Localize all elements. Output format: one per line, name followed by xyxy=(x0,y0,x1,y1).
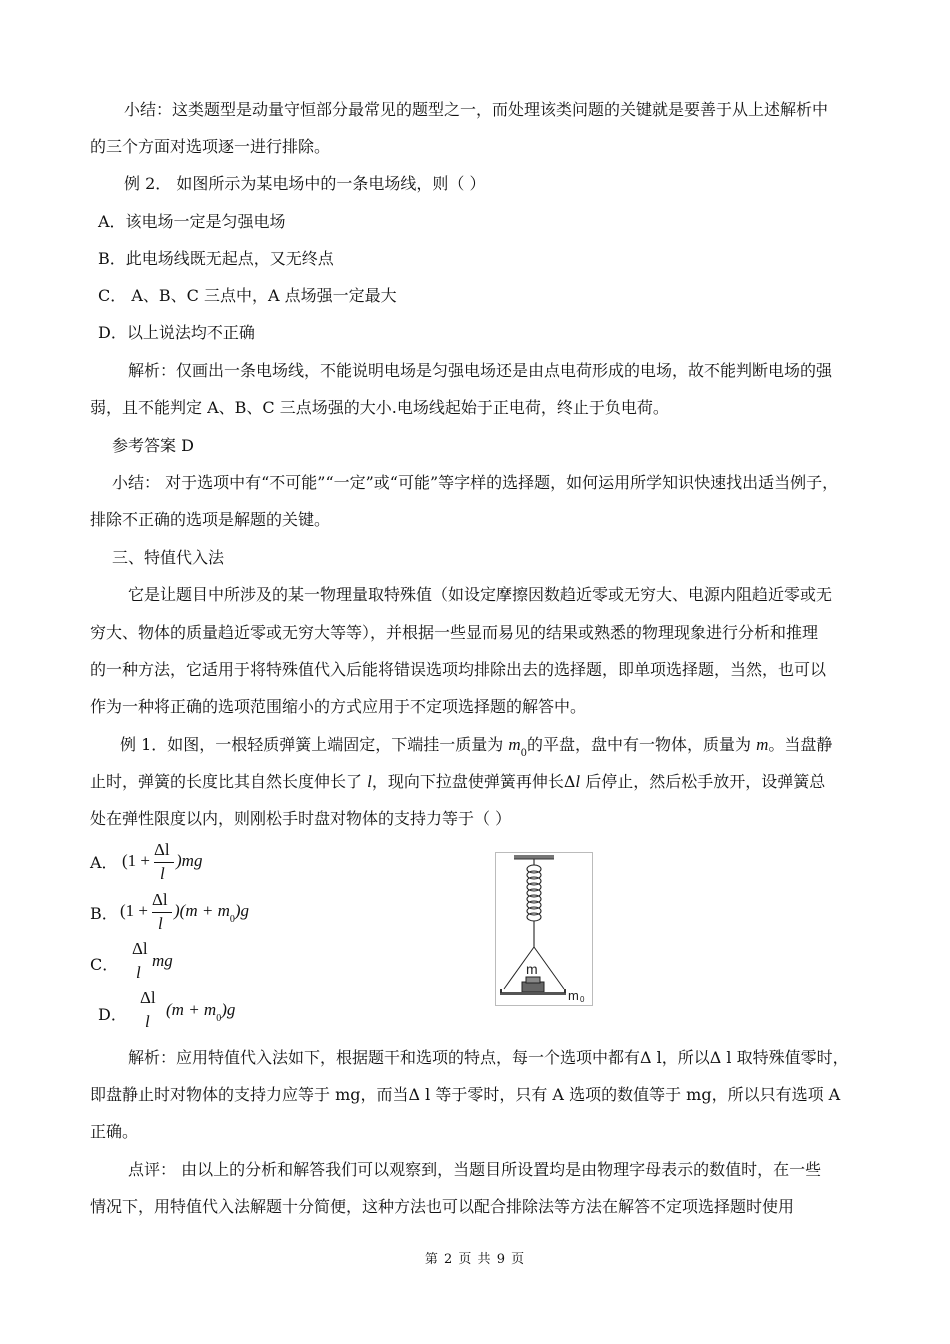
example1-line2-text-b: ，现向下拉盘使弹簧再伸长Δ xyxy=(371,772,576,791)
option-a-fraction-bar xyxy=(154,862,174,863)
option-c-formula xyxy=(132,939,212,985)
option-a-open: (1 + xyxy=(122,851,150,870)
option-c-label: C． xyxy=(90,955,119,974)
option-a-tail: )mg xyxy=(176,851,203,870)
example2-analysis-line1: 解析：仅画出一条电场线，不能说明电场是匀强电场还是由点电荷形成的电场，故不能判断电场的强 xyxy=(128,361,833,380)
example1-line2-l: l xyxy=(367,772,372,791)
example2-option-a: A．该电场一定是匀强电场 xyxy=(98,212,286,231)
method-line1: 它是让题目中所涉及的某一物理量取特殊值（如设定摩擦因数趋近零或无穷大、电源内阻趋近零或无 xyxy=(128,585,833,604)
comment-line1: 点评： 由以上的分析和解答我们可以观察到，当题目所设置均是由物理字母表示的数值时，在一些 xyxy=(128,1160,822,1179)
option-d-label: D． xyxy=(98,1005,127,1024)
option-b-label: B． xyxy=(90,904,118,923)
option-c-numerator: Δl xyxy=(132,939,148,958)
example1-line2-text-c: 后停止，然后松手放开，设弹簧总 xyxy=(580,772,826,791)
option-c-denominator: l xyxy=(136,963,141,982)
option-b-subscript: 0 xyxy=(229,914,235,925)
option-b-numerator: Δl xyxy=(152,890,168,909)
option-b-tail-end: )g xyxy=(234,901,250,920)
example1-line3: 处在弹性限度以内，则刚松手时盘对物体的支持力等于（ ） xyxy=(90,809,512,828)
option-d-tail xyxy=(166,1000,236,1024)
summary1-line2: 的三个方面对选项逐一进行排除。 xyxy=(90,137,331,156)
option-d-tail-end: )g xyxy=(221,1000,236,1019)
option-a-denominator: l xyxy=(160,864,165,883)
example1-line1-text-a: 例 1．如图，一根轻质弹簧上端固定，下端挂一质量为 xyxy=(120,735,509,754)
example2-option-d: D．以上说法均不正确 xyxy=(98,323,255,342)
example1-line1-m: m xyxy=(756,735,769,754)
option-c-tail: mg xyxy=(152,951,173,970)
option-d-formula xyxy=(140,988,270,1034)
example1-line2 xyxy=(90,771,825,793)
option-b-denominator: l xyxy=(158,914,163,933)
spring-diagram xyxy=(496,853,592,1005)
option-d-subscript: 0 xyxy=(216,1013,222,1024)
example1-line2-text-a: 止时，弹簧的长度比其自然长度伸长了 xyxy=(90,772,368,791)
example1-line1-m0: m xyxy=(508,735,521,754)
option-b-tail xyxy=(174,901,250,925)
example1-line1-text-c: 。当盘静 xyxy=(768,735,833,754)
option-d-denominator: l xyxy=(145,1012,150,1031)
spring-coil xyxy=(527,859,541,947)
summary2-line1: 小结： 对于选项中有“不可能”“一定”或“可能”等字样的选择题，如何运用所学知识快速找出适当例子， xyxy=(112,473,839,492)
mass-label: m xyxy=(526,961,538,977)
option-b-open: (1 + xyxy=(120,901,148,920)
example2-answer: 参考答案 D xyxy=(112,436,194,455)
example1-line1-text-b: 的平盘，盘中有一物体，质量为 xyxy=(527,735,757,754)
option-a-numerator: Δl xyxy=(154,840,170,859)
example1-analysis-line3: 正确。 xyxy=(90,1122,139,1141)
example2-option-b: B．此电场线既无起点，又无终点 xyxy=(98,249,334,268)
section3-heading: 三、特值代入法 xyxy=(112,548,225,567)
option-d-numerator: Δl xyxy=(140,988,156,1007)
option-b-fraction-bar xyxy=(152,912,172,913)
pan-label-subscript: 0 xyxy=(580,995,585,1004)
example1-analysis-line1: 解析：应用特值代入法如下，根据题干和选项的特点，每一个选项中都有Δ l，所以Δ l 取特殊值零时， xyxy=(128,1048,849,1067)
comment-line2: 情况下，用特值代入法解题十分简便，这种方法也可以配合排除法等方法在解答不定项选择题时使用 xyxy=(90,1197,795,1216)
option-a-label: A． xyxy=(90,853,118,872)
summary1-line1: 小结：这类题型是动量守恒部分最常见的题型之一，而处理该类问题的关键就是要善于从上述解析中 xyxy=(124,100,829,119)
ceiling-support xyxy=(514,855,554,859)
example2-analysis-line2: 弱，且不能判定 A、B、C 三点场强的大小.电场线起始于正电荷，终止于负电荷。 xyxy=(90,398,669,417)
mass-block xyxy=(522,977,544,992)
example1-line1-m0-subscript: 0 xyxy=(520,748,528,759)
option-b-tail-main: )(m + m xyxy=(174,901,230,920)
spring-figure xyxy=(495,852,593,1006)
example2-option-c: C． A、B、C 三点中，A 点场强一定最大 xyxy=(98,286,397,305)
summary2-line2: 排除不正确的选项是解题的关键。 xyxy=(90,510,331,529)
option-d-tail-main: (m + m xyxy=(166,1000,217,1019)
pan-label: m xyxy=(568,988,579,1003)
example1-line2-l2: l xyxy=(575,772,581,791)
example1-analysis-line2: 即盘静止时对物体的支持力应等于 mg，而当Δ l 等于零时，只有 A 选项的数值等于 mg，所以只有选项 A xyxy=(90,1085,841,1104)
option-a-formula xyxy=(122,840,252,886)
option-b-formula xyxy=(120,890,290,936)
method-line3: 的一种方法，它适用于将特殊值代入后能将错误选项均排除出去的选择题，即单项选择题，当然，也可以 xyxy=(90,660,827,679)
example2-question: 例 2． 如图所示为某电场中的一条电场线，则（ ） xyxy=(124,174,486,193)
example1-line1 xyxy=(120,734,832,759)
method-line4: 作为一种将正确的选项范围缩小的方式应用于不定项选择题的解答中。 xyxy=(90,697,587,716)
method-line2: 穷大、物体的质量趋近零或无穷大等等），并根据一些显而易见的结果或熟悉的物理现象进行分析和推理 xyxy=(90,623,819,642)
page-footer: 第 2 页 共 9 页 xyxy=(424,1252,526,1267)
